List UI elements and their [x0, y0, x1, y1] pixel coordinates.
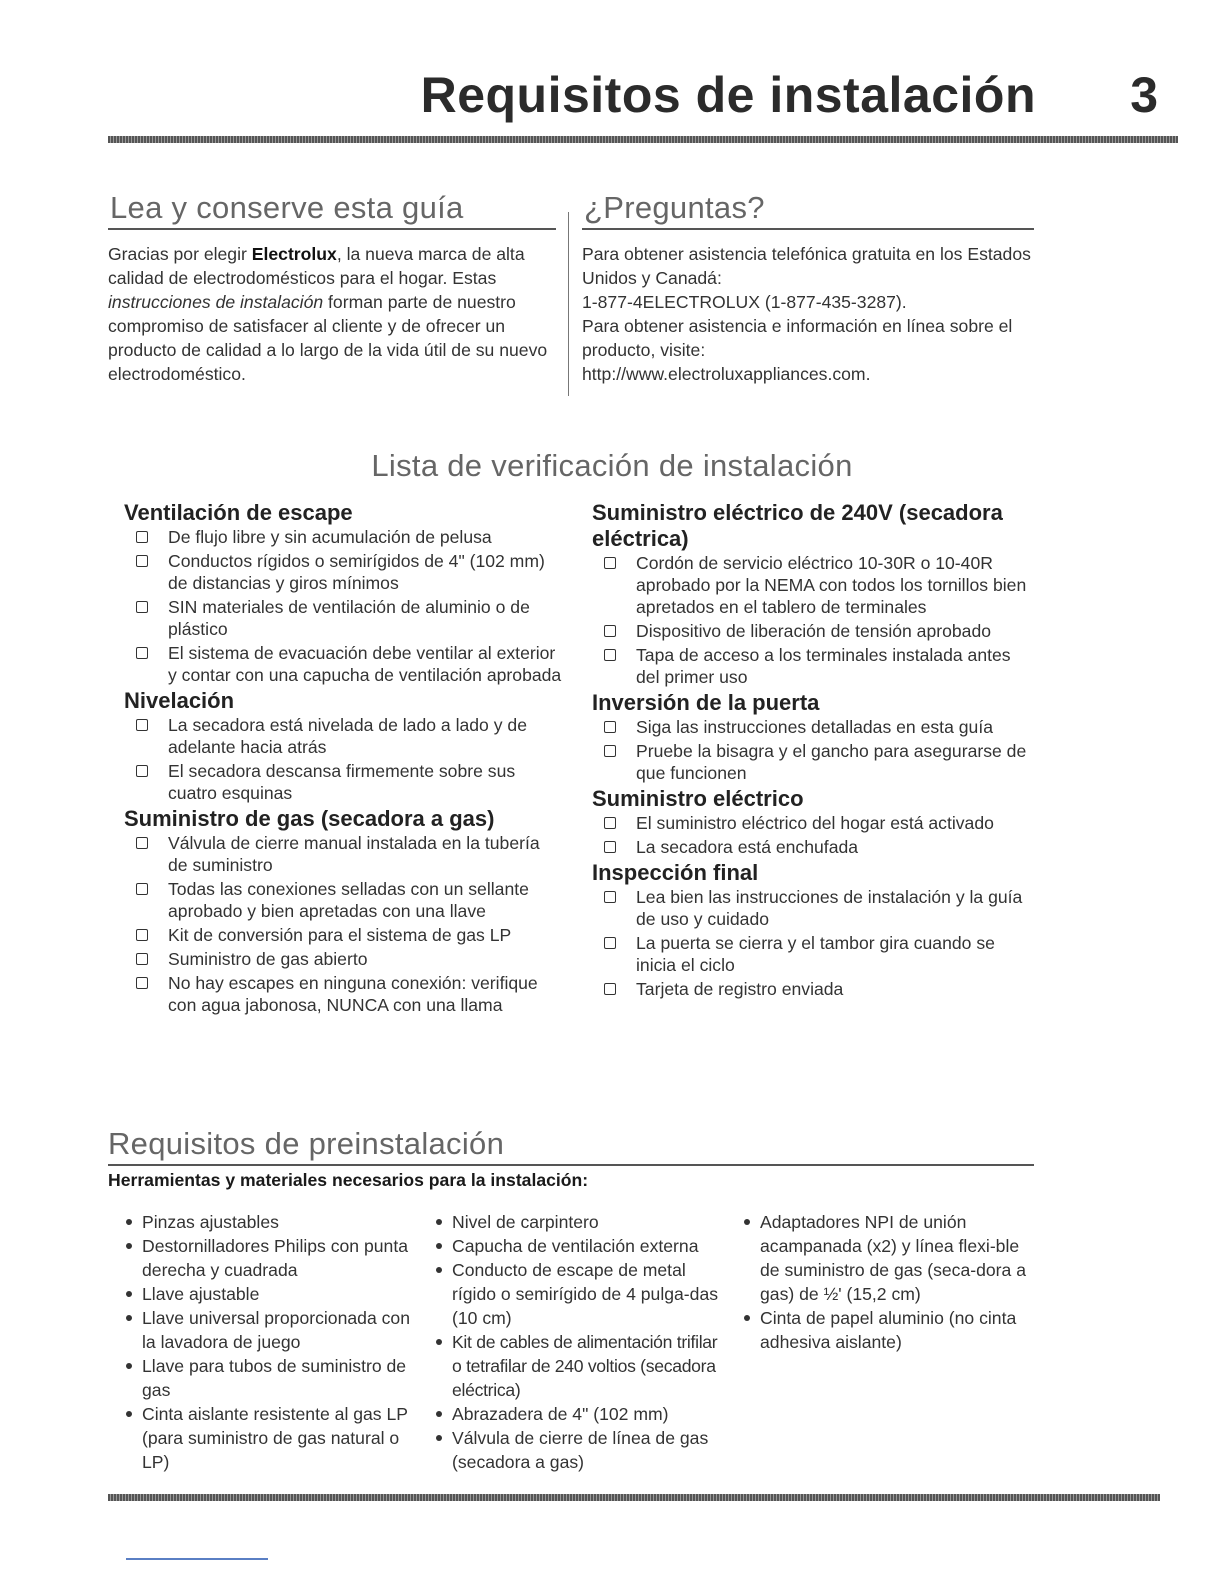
- checklist-item-label: Válvula de cierre manual instalada en la tubería de suministro: [168, 833, 540, 875]
- bullet-icon: [126, 1243, 132, 1249]
- checklist-item[interactable]: [592, 978, 1038, 1000]
- list-item-label: Llave para tubos de suministro de gas: [142, 1356, 407, 1400]
- intro-text-1: Gracias por elegir: [108, 244, 252, 264]
- checklist-item-label: Pruebe la bisagra y el gancho para asegurarse de que funcionen: [636, 741, 1027, 783]
- list-item: [122, 1234, 418, 1282]
- intro-text-3: forman parte de nuestro compromiso de satisfacer al cliente y de ofrecer un producto de calidad a lo largo de la vida útil de su nuevo electrodoméstico.: [108, 292, 548, 384]
- checkbox-icon[interactable]: [136, 601, 148, 613]
- checklist-item[interactable]: [592, 812, 1038, 834]
- checklist-item-label: La puerta se cierra y el tambor gira cuando se inicia el ciclo: [636, 933, 995, 975]
- list-item: [122, 1402, 418, 1474]
- checkbox-icon[interactable]: [604, 721, 616, 733]
- checklist-heading: Suministro eléctrico: [592, 786, 804, 811]
- questions-line2: Para obtener asistencia e información en línea sobre el producto, visite:: [582, 316, 1013, 360]
- list-item-label: Llave ajustable: [142, 1284, 260, 1304]
- list-item-label: Destornilladores Philips con punta derecha y cuadrada: [142, 1236, 409, 1280]
- checklist-item-label: Cordón de servicio eléctrico 10-30R o 10-40R aprobado por la NEMA con todos los tornillos bien apretados en el tablero de terminales: [636, 553, 1027, 617]
- checkbox-icon[interactable]: [136, 531, 148, 543]
- checklist-item-label: La secadora está enchufada: [636, 837, 859, 857]
- checklist-group: [592, 860, 1038, 1000]
- preinstall-subtitle: Herramientas y materiales necesarios para la instalación:: [108, 1170, 589, 1190]
- intro-underline: [108, 228, 556, 230]
- list-item: [432, 1258, 728, 1330]
- preinstall-section: [108, 1126, 1034, 1191]
- page-number: 3: [1130, 67, 1158, 123]
- checklist-item[interactable]: [592, 644, 1038, 688]
- page-header: [108, 60, 1178, 140]
- checklist-item[interactable]: [124, 714, 564, 758]
- checklist-item-label: Tarjeta de registro enviada: [636, 979, 844, 999]
- list-item: [432, 1210, 728, 1234]
- checklist-item-label: Siga las instrucciones detalladas en esta guía: [636, 717, 993, 737]
- checkbox-icon[interactable]: [136, 929, 148, 941]
- list-item: [432, 1426, 728, 1474]
- intro-text-2: , la nueva marca de alta calidad de electrodomésticos para el hogar. Estas: [108, 244, 525, 288]
- list-item: [432, 1402, 728, 1426]
- list-item: [740, 1306, 1038, 1354]
- brand-name: Electrolux: [251, 244, 337, 264]
- list-item-label: Llave universal proporcionada con la lavadora de juego: [142, 1308, 410, 1352]
- tools-column-1: [122, 1210, 418, 1474]
- list-item: [122, 1210, 418, 1234]
- checklist-item[interactable]: [124, 642, 564, 686]
- checklist-item[interactable]: [124, 972, 564, 1016]
- page-title: Requisitos de instalación: [420, 67, 1036, 123]
- footer-rule: [108, 1494, 1160, 1501]
- checklist-item[interactable]: [124, 924, 564, 946]
- intro-paragraph: [108, 242, 556, 386]
- checklist-heading: Ventilación de escape: [124, 500, 353, 525]
- checkbox-icon[interactable]: [136, 765, 148, 777]
- list-item: [432, 1234, 728, 1258]
- checklist-item[interactable]: [124, 550, 564, 594]
- support-phone: 1-877-4ELECTROLUX (1-877-435-3287).: [582, 292, 907, 312]
- checklist-right-column: [592, 500, 1038, 1002]
- checklist-group: [124, 500, 564, 686]
- checkbox-icon[interactable]: [604, 983, 616, 995]
- tools-column-3: [740, 1210, 1038, 1354]
- bullet-icon: [744, 1219, 750, 1225]
- preinstall-underline: [108, 1164, 1034, 1166]
- checklist-heading: Inspección final: [592, 860, 759, 885]
- checklist-item-label: Suministro de gas abierto: [168, 949, 368, 969]
- list-item: [122, 1282, 418, 1306]
- checklist-item-label: La secadora está nivelada de lado a lado y de adelante hacia atrás: [168, 715, 527, 757]
- list-item: [122, 1354, 418, 1402]
- questions-line1: Para obtener asistencia telefónica gratuita en los Estados Unidos y Canadá:: [582, 244, 1031, 288]
- list-item-label: Válvula de cierre de línea de gas (secadora a gas): [452, 1428, 709, 1472]
- bullet-icon: [436, 1267, 442, 1273]
- intro-section: [108, 190, 556, 386]
- checklist-heading: Suministro eléctrico de 240V (secadora eléctrica): [592, 500, 1003, 551]
- checklist-item[interactable]: [124, 760, 564, 804]
- bullet-icon: [436, 1219, 442, 1225]
- questions-section: [582, 190, 1034, 386]
- list-item: [740, 1210, 1038, 1306]
- checklist-group: [592, 786, 1038, 858]
- checklist-left-column: [124, 500, 564, 1018]
- checklist-group: [592, 500, 1038, 688]
- checklist-item-label: El secadora descansa firmemente sobre sus cuatro esquinas: [168, 761, 516, 803]
- checklist-heading: Inversión de la puerta: [592, 690, 820, 715]
- bullet-icon: [436, 1243, 442, 1249]
- checklist-title: Lista de verificación de instalación: [371, 448, 853, 483]
- checklist-item-label: Tapa de acceso a los terminales instalada antes del primer uso: [636, 645, 1011, 687]
- checklist-item[interactable]: [592, 740, 1038, 784]
- intro-italic: instrucciones de instalación: [108, 292, 324, 312]
- checklist-item-label: Lea bien las instrucciones de instalación y la guía de uso y cuidado: [636, 887, 1023, 929]
- checklist-item[interactable]: [592, 716, 1038, 738]
- tools-column-2: [432, 1210, 728, 1474]
- list-item-label: Conducto de escape de metal rígido o semirígido de 4 pulga-das (10 cm): [452, 1260, 719, 1328]
- list-item-label: Nivel de carpintero: [452, 1212, 599, 1232]
- checkbox-icon[interactable]: [604, 649, 616, 661]
- checkbox-icon[interactable]: [604, 745, 616, 757]
- checklist-group: [592, 690, 1038, 784]
- bullet-icon: [436, 1435, 442, 1441]
- bullet-icon: [436, 1411, 442, 1417]
- checklist-item-label: Conductos rígidos o semirígidos de 4" (102 mm) de distancias y giros mínimos: [168, 551, 545, 593]
- checkbox-icon[interactable]: [136, 719, 148, 731]
- list-item-label: Kit de cables de alimentación trifilar o tetrafilar de 240 voltios (secadora eléctrica): [452, 1332, 718, 1400]
- list-item-label: Abrazadera de 4" (102 mm): [452, 1404, 669, 1424]
- checklist-item[interactable]: [592, 886, 1038, 930]
- checklist-item[interactable]: [124, 596, 564, 640]
- bullet-icon: [126, 1315, 132, 1321]
- list-item-label: Adaptadores NPI de unión acampanada (x2) y línea flexi-ble de suministro de gas (seca-dora a gas) de ½' (15,2 cm): [760, 1212, 1026, 1304]
- list-item-label: Capucha de ventilación externa: [452, 1236, 699, 1256]
- questions-underline: [582, 228, 1034, 230]
- checkbox-icon[interactable]: [136, 977, 148, 989]
- checklist-item-label: SIN materiales de ventilación de aluminio o de plástico: [168, 597, 530, 639]
- bullet-icon: [436, 1339, 442, 1345]
- checklist-item-label: El suministro eléctrico del hogar está activado: [636, 813, 994, 833]
- checklist-item-label: Kit de conversión para el sistema de gas LP: [168, 925, 512, 945]
- checklist-item-label: No hay escapes en ninguna conexión: verifique con agua jabonosa, NUNCA con una llama: [168, 973, 538, 1015]
- checklist-item[interactable]: [592, 836, 1038, 858]
- checklist-group: [124, 806, 564, 1016]
- checkbox-icon[interactable]: [136, 555, 148, 567]
- checkbox-icon[interactable]: [604, 625, 616, 637]
- checkbox-icon[interactable]: [604, 891, 616, 903]
- list-item: [122, 1306, 418, 1354]
- bullet-icon: [744, 1315, 750, 1321]
- checklist-item[interactable]: [124, 832, 564, 876]
- support-url[interactable]: http://www.electroluxappliances.com.: [582, 364, 871, 384]
- checkbox-icon[interactable]: [604, 841, 616, 853]
- checklist-item-label: Todas las conexiones selladas con un sellante aprobado y bien apretadas con una llave: [168, 879, 529, 921]
- checkbox-icon[interactable]: [136, 953, 148, 965]
- checkbox-icon[interactable]: [136, 883, 148, 895]
- bullet-icon: [126, 1219, 132, 1225]
- questions-title: ¿Preguntas?: [584, 190, 765, 225]
- checklist-item[interactable]: [124, 948, 564, 970]
- header-rule: [108, 136, 1178, 143]
- checkbox-icon[interactable]: [604, 937, 616, 949]
- bullet-icon: [126, 1291, 132, 1297]
- list-item: [432, 1330, 728, 1402]
- checkbox-icon[interactable]: [136, 647, 148, 659]
- checklist-item-label: Dispositivo de liberación de tensión aprobado: [636, 621, 992, 641]
- checklist-item[interactable]: [124, 526, 564, 548]
- checklist-item[interactable]: [592, 932, 1038, 976]
- footnote-line: [126, 1558, 268, 1560]
- checklist-group: [124, 688, 564, 804]
- checklist-item[interactable]: [592, 620, 1038, 642]
- bullet-icon: [126, 1363, 132, 1369]
- list-item-label: Cinta aislante resistente al gas LP (para suministro de gas natural o LP): [142, 1404, 408, 1472]
- preinstall-title: Requisitos de preinstalación: [108, 1126, 505, 1161]
- bullet-icon: [126, 1411, 132, 1417]
- list-item-label: Pinzas ajustables: [142, 1212, 279, 1232]
- checklist-heading: Nivelación: [124, 688, 235, 713]
- checklist-item-label: El sistema de evacuación debe ventilar al exterior y contar con una capucha de ventilación aprobada: [168, 643, 562, 685]
- intro-title: Lea y conserve esta guía: [110, 190, 464, 225]
- checkbox-icon[interactable]: [136, 837, 148, 849]
- checklist-item-label: De flujo libre y sin acumulación de pelusa: [168, 527, 492, 547]
- column-divider: [568, 212, 569, 396]
- checklist-heading: Suministro de gas (secadora a gas): [124, 806, 495, 831]
- checklist-item[interactable]: [592, 552, 1038, 618]
- checkbox-icon[interactable]: [604, 557, 616, 569]
- list-item-label: Cinta de papel aluminio (no cinta adhesiva aislante): [760, 1308, 1017, 1352]
- checkbox-icon[interactable]: [604, 817, 616, 829]
- checklist-item[interactable]: [124, 878, 564, 922]
